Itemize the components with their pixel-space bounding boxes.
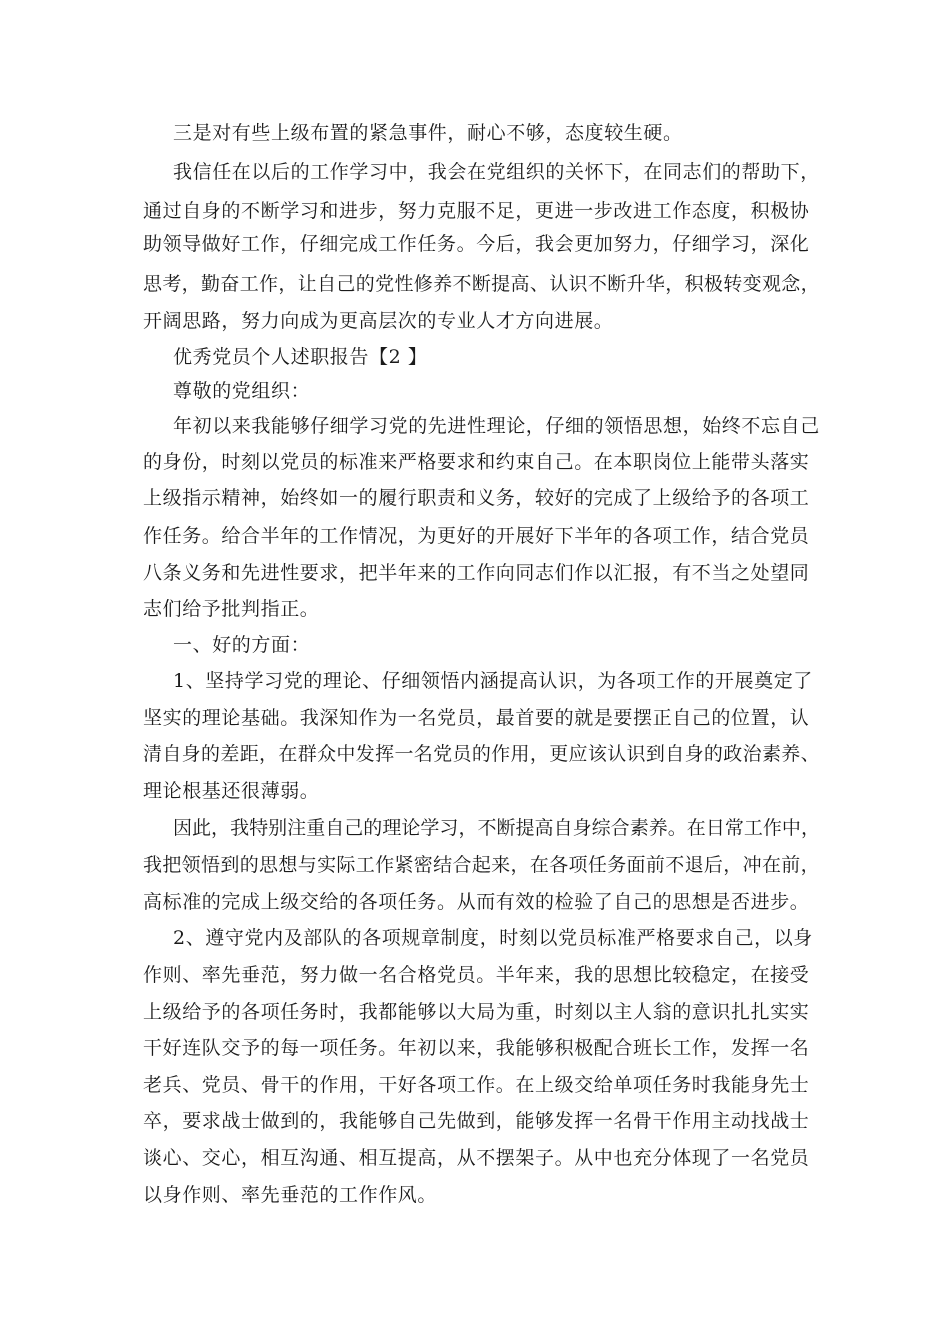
section-heading: 优秀党员个人述职报告【2 】 xyxy=(173,346,428,368)
text-line: 我信任在以后的工作学习中，我会在党组织的关怀下，在同志们的帮助下， xyxy=(173,161,820,183)
text-line: 谈心、交心，相互沟通、相互提高，从不摆架子。从中也充分体现了一名党员 xyxy=(143,1147,810,1169)
text-line: 以身作则、率先垂范的工作作风。 xyxy=(143,1184,438,1206)
text-line: 干好连队交予的每一项任务。年初以来，我能够积极配合班长工作，发挥一名 xyxy=(143,1037,810,1059)
text-line: 老兵、党员、骨干的作用，干好各项工作。在上级交给单项任务时我能身先士 xyxy=(143,1074,810,1096)
text-line: 理论根基还很薄弱。 xyxy=(143,780,320,802)
text-line: 作则、率先垂范，努力做一名合格党员。半年来，我的思想比较稳定，在接受 xyxy=(143,964,810,986)
text-line: 八条义务和先进性要求，把半年来的工作向同志们作以汇报，有不当之处望同 xyxy=(143,562,810,584)
text-line: 的身份，时刻以党员的标准来严格要求和约束自己。在本职岗位上能带头落实 xyxy=(143,451,810,473)
text-line: 因此，我特别注重自己的理论学习，不断提高自身综合素养。在日常工作中， xyxy=(173,817,820,839)
text-line: 上级指示精神，始终如一的履行职责和义务，较好的完成了上级给予的各项工 xyxy=(143,487,810,509)
salutation: 尊敬的党组织： xyxy=(173,380,311,402)
text-line: 清自身的差距，在群众中发挥一名党员的作用，更应该认识到自身的政治素养、 xyxy=(143,743,820,765)
text-line: 三是对有些上级布置的紧急事件，耐心不够，态度较生硬。 xyxy=(173,122,683,144)
text-line: 通过自身的不断学习和进步，努力克服不足，更进一步改进工作态度，积极协 xyxy=(143,200,810,222)
text-line: 作任务。给合半年的工作情况，为更好的开展好下半年的各项工作，结合党员 xyxy=(143,525,810,547)
text-line: 坚实的理论基础。我深知作为一名党员，最首要的就是要摆正自己的位置，认 xyxy=(143,707,810,729)
text-line: 1、坚持学习党的理论、仔细领悟内涵提高认识，为各项工作的开展奠定了 xyxy=(173,670,813,692)
text-line: 开阔思路，努力向成为更高层次的专业人才方向进展。 xyxy=(143,310,614,332)
text-line: 志们给予批判指正。 xyxy=(143,598,320,620)
text-line: 上级给予的各项任务时，我都能够以大局为重，时刻以主人翁的意识扎扎实实 xyxy=(143,1001,810,1023)
text-line: 年初以来我能够仔细学习党的先进性理论，仔细的领悟思想，始终不忘自己 xyxy=(173,415,820,437)
text-line: 助领导做好工作，仔细完成工作任务。今后，我会更加努力，仔细学习，深化 xyxy=(143,233,810,255)
text-line: 我把领悟到的思想与实际工作紧密结合起来，在各项任务面前不退后，冲在前， xyxy=(143,854,820,876)
text-line: 思考，勤奋工作，让自己的党性修养不断提高、认识不断升华，积极转变观念， xyxy=(143,273,820,295)
text-line: 2、遵守党内及部队的各项规章制度，时刻以党员标准严格要求自己，以身 xyxy=(173,927,813,949)
text-line: 高标准的完成上级交给的各项任务。从而有效的检验了自己的思想是否进步。 xyxy=(143,891,810,913)
text-line: 卒，要求战士做到的，我能够自己先做到，能够发挥一名骨干作用主动找战士 xyxy=(143,1110,810,1132)
subsection-heading: 一、好的方面： xyxy=(173,634,311,656)
